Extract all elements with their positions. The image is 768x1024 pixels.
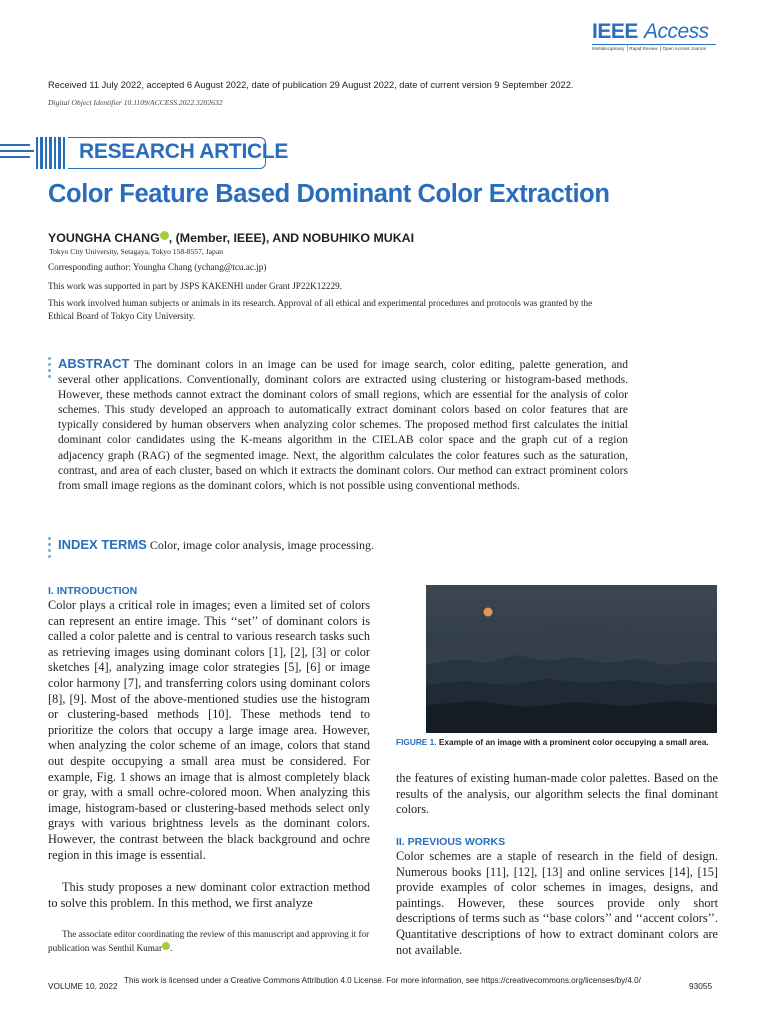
doi: Digital Object Identifier 10.1109/ACCESS.2022.3202632 bbox=[48, 98, 223, 107]
article-type: RESEARCH ARTICLE bbox=[79, 140, 289, 163]
logo-divider bbox=[592, 44, 716, 45]
abstract-dots-icon bbox=[48, 357, 51, 381]
figure-label: FIGURE 1. bbox=[396, 737, 437, 747]
orcid-icon[interactable] bbox=[162, 942, 170, 950]
figure-caption bbox=[396, 737, 718, 748]
abstract-label: ABSTRACT bbox=[58, 356, 130, 371]
barcode-icon bbox=[0, 136, 70, 170]
funding-note: This work was supported in part by JSPS KAKENHI under Grant JP22K12229. bbox=[48, 281, 342, 291]
affiliation: Tokyo City University, Setagaya, Tokyo 158-8557, Japan bbox=[49, 247, 223, 256]
intro-paragraph-2: This study proposes a new dominant color extraction method to solve this problem. In this method, we first analyze bbox=[48, 880, 370, 910]
author-line bbox=[48, 231, 414, 245]
figure-image bbox=[426, 585, 717, 733]
moon bbox=[484, 608, 493, 617]
index-terms-dots-icon bbox=[48, 537, 51, 561]
logo-tagline: Multidisciplinary ⎟ Rapid Review ⎟ Open Access Journal bbox=[592, 46, 706, 51]
abstract-text: The dominant colors in an image can be used for image search, color editing, palette generation, and several other applications. Conventionally, dominant colors are extracted using clustering or histogram-based methods. However, these methods cannot extract the dominant colors of small regions, which are essential for the analysis of color schemes. This study developed an approach to automatically extract dominant colors based on color features that are typically considered by human observers when analyzing color schemes. The proposed method first calculates the initial dominant color candidates using the K-means algorithm in the CIELAB color space and the graph cut of a region adjacency graph (RAG) of the segmented image. Next, the algorithm calculates the color features such as the saturation, contrast, and area of each cluster, based on which it extracts the dominant colors. Our method can extract prominent colors from small image regions as the dominant colors, which is not possible using conventional methods. bbox=[58, 359, 628, 492]
author-rest: , (Member, IEEE), AND NOBUHIKO MUKAI bbox=[168, 231, 415, 245]
intro-paragraph-1: Color plays a critical role in images; even a limited set of colors can represent an entire image. This ‘‘set’’ of dominant colors is called a color palette and is central to various research tasks such as retrieving images using dominant colors [1], [2], [3] or color sketches [4], analyzing image color strategies [5], [6] or image color harmony [7], and transferring colors using dominant colors [8], [9]. Most of the above-mentioned studies use the histogram or clustering-based methods [10]. These methods tend to prioritize the colors that occupy a large image area. However, when analyzing the color scheme of an image, colors that stand out despite occupying a small area must be considered. For example, Fig. 1 shows an image that is almost completely black or gray, with a small ochre-colored moon. When analyzing this image, histogram-based or clustering-based methods select only grays with various brightness levels as the dominant colors. However, the contrast between the black background and ochre region in this image is essential. bbox=[48, 598, 370, 862]
orcid-icon[interactable] bbox=[160, 231, 169, 240]
figure-caption-text: Example of an image with a prominent color occupying a small area. bbox=[438, 737, 709, 747]
footnote: The associate editor coordinating the review of this manuscript and approving it for publication was Senthil Kumar . bbox=[48, 929, 370, 953]
index-terms-label: INDEX TERMS bbox=[58, 537, 147, 552]
license-note: This work is licensed under a Creative Commons Attribution 4.0 License. For more information, see https://creativecommons.org/licenses/by/4.0/ bbox=[124, 976, 641, 985]
index-terms bbox=[58, 537, 374, 553]
section-heading-introduction: I. INTRODUCTION bbox=[48, 585, 138, 597]
right-paragraph-1: the features of existing human-made color palettes. Based on the results of the analysis, our algorithm selects the final dominant colors. bbox=[396, 771, 718, 817]
volume: VOLUME 10, 2022 bbox=[48, 981, 118, 991]
ieee-logo-text: IEEE bbox=[592, 20, 638, 43]
corresponding-author: Corresponding author: Youngha Chang (ychang@tcu.ac.jp) bbox=[48, 262, 267, 272]
paper-title: Color Feature Based Dominant Color Extraction bbox=[48, 180, 610, 208]
footnote-text: The associate editor coordinating the review of this manuscript and approving it for publication was Senthil Kumar bbox=[48, 929, 370, 953]
abstract bbox=[58, 356, 628, 494]
received-dates: Received 11 July 2022, accepted 6 August 2022, date of publication 29 August 2022, date of current version 9 September 2022. bbox=[48, 80, 574, 90]
previous-works-paragraph: Color schemes are a staple of research in the field of design. Numerous books [11], [12], [13] and online services [14], [15] provide examples of color schemes in images, designs, and paintings. However, these sources provide only short descriptions of terms such as ‘‘base colors’’ and ‘‘accent colors’’. Quantitative descriptions of how to extract dominant colors are not available. bbox=[396, 849, 718, 957]
page-number: 93055 bbox=[689, 981, 713, 991]
index-terms-text: Color, image color analysis, image processing. bbox=[149, 538, 374, 552]
author-first: YOUNGHA CHANG bbox=[48, 231, 160, 245]
ethics-note: This work involved human subjects or animals in its research. Approval of all ethical and experimental procedures and protocols was granted by the Ethical Board of Tokyo City University. bbox=[48, 298, 593, 321]
section-heading-previous-works: II. PREVIOUS WORKS bbox=[396, 836, 506, 848]
access-logo-text: Access bbox=[644, 20, 709, 43]
